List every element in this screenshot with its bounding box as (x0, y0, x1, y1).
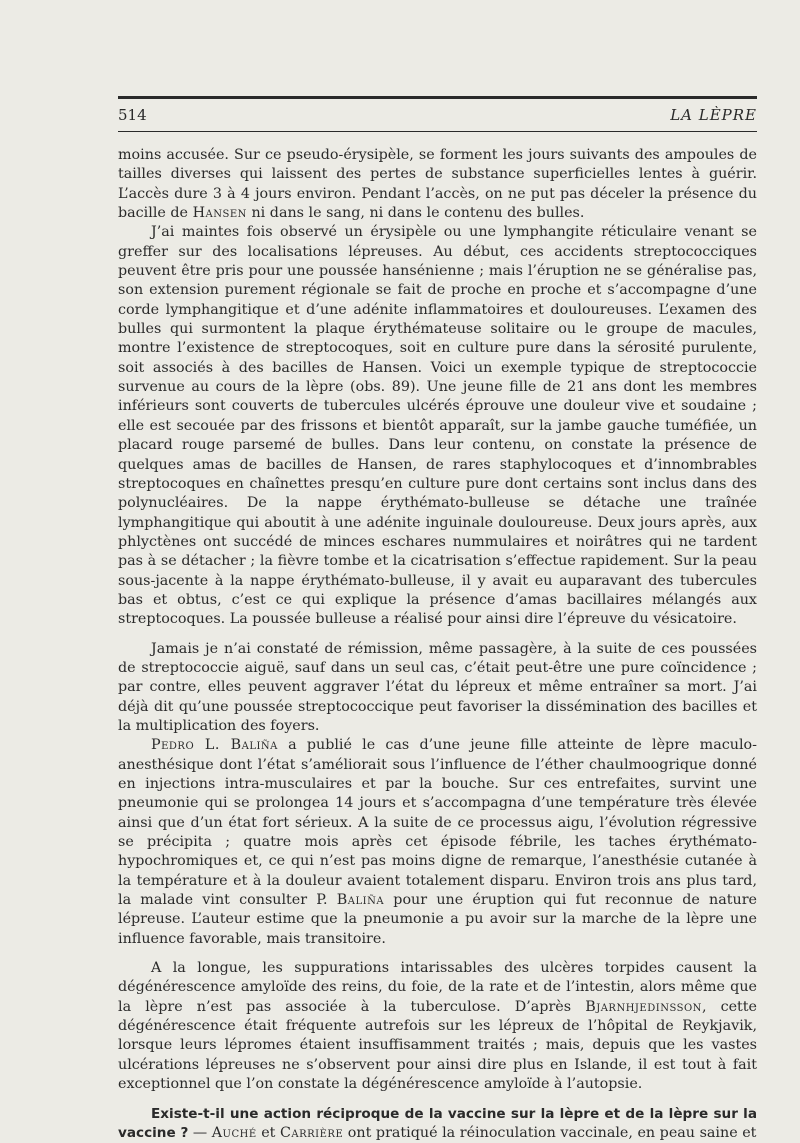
page-header (118, 106, 757, 130)
author-name: Bjarnhjedinsson (585, 999, 702, 1015)
body-text (118, 146, 757, 1143)
author-name: Carrière (280, 1125, 343, 1141)
header-rule (118, 131, 757, 132)
paragraph-4: Pedro L. Baliña a publié le cas d’une jeune fille atteinte de lèpre maculo-anesthésique dont l’état s’améliorait sous l’influence de l’éther chaulmoogrique donné en injections intra-musculaires et par la bouche. Sur ces entrefaites, survint une pneumonie qui se prolongea 14 jours et s’accompagna d’une température très élevée ainsi que d’un état fort sérieux. A la suite de ce processus aigu, l’évolution régressive se précipita ; quatre mois après cet épisode fébrile, les taches érythémato-hypochromiques et, ce qui n’est pas moins digne de remarque, l’anesthésie cutanée à la température et à la douleur avaient totalement disparu. Environ trois ans plus tard, la malade vint consulter P. Baliña pour une éruption qui fut reconnue de nature lépreuse. L’auteur estime que la pneumonie a pu avoir sur la marche de la lèpre une influence favorable, mais transitoire. (118, 736, 757, 949)
running-title: LA LÈPRE (670, 106, 757, 124)
top-rule (118, 96, 757, 99)
paragraph-1: moins accusée. Sur ce pseudo-érysipèle, se forment les jours suivants des ampoules de tailles diverses qui laissent des pertes de substance superficielles lentes à guérir. L’accès dure 3 à 4 jours environ. Pendant l’accès, on ne put pas déceler la présence du bacille de Hansen ni dans le sang, ni dans le contenu des bulles. (118, 146, 757, 223)
section-heading: Existe-t-il une action réciproque de la vaccine sur la lèpre et de la lèpre sur la vaccine ? (118, 1106, 757, 1141)
author-name: Auché (212, 1125, 257, 1141)
paragraph-3: Jamais je n’ai constaté de rémission, même passagère, à la suite de ces poussées de streptococcie aiguë, sauf dans un seul cas, c’était peut-être une pure coïncidence ; par contre, elles peuvent aggraver l’état du lépreux et même entraîner sa mort. J’ai déjà dit qu’une poussée streptococcique peut favoriser la dissémination des bacilles et la multiplication des foyers. (118, 640, 757, 737)
author-name: Pedro L. Baliña (151, 737, 278, 753)
paragraph-5: A la longue, les suppurations intarissables des ulcères torpides causent la dégénérescence amyloïde des reins, du foie, de la rate et de l’intestin, alors même que la lèpre n’est pas associée à la tuberculose. D’après Bjarnhjedinsson, cette dégénérescence était fréquente autrefois sur les lépreux de l’hôpital de Reykjavik, lorsque leurs lépromes étaient insuffisamment traités ; mais, depuis que les vastes ulcérations lépreuses ne s’observent pour ainsi dire plus en Islande, il est tout à fait exceptionnel que l’on constate la dégénérescence amyloïde à l’autopsie. (118, 959, 757, 1094)
paragraph-6: Existe-t-il une action réciproque de la vaccine sur la lèpre et de la lèpre sur la vaccine ? — Auché et Carrière ont pratiqué la réinoculation vaccinale, en peau saine et (118, 1105, 757, 1143)
author-name: Baliña (337, 892, 384, 908)
author-name: Hansen (193, 205, 247, 221)
page-number: 514 (118, 106, 147, 124)
paragraph-2: J’ai maintes fois observé un érysipèle ou une lymphangite réticulaire venant se greffer sur des localisations lépreuses. Au début, ces accidents streptococciques peuvent être pris pour une poussée hansénienne ; mais l’éruption ne se généralise pas, son extension purement régionale se fait de proche en proche et s’accompagne d’une corde lymphangitique et d’une adénite inflammatoires et douloureuses. L’examen des bulles qui surmontent la plaque érythémateuse solitaire ou le groupe de macules, montre l’existence de streptocoques, soit en culture pure dans la sérosité purulente, soit associés à des bacilles de Hansen. Voici un exemple typique de streptococcie survenue au cours de la lèpre (obs. 89). Une jeune fille de 21 ans dont les membres inférieurs sont couverts de tubercules ulcérés éprouve une douleur vive et soudaine ; elle est secouée par des frissons et bientôt apparaît, sur la jambe gauche tuméfiée, un placard rouge parsemé de bulles. Dans leur contenu, on constate la présence de quelques amas de bacilles de Hansen, de rares staphylocoques et d’innombrables streptocoques en chaînettes presqu’en culture pure dont certains sont inclus dans des polynucléaires. De la nappe érythémato-bulleuse se détache une traînée lymphangitique qui aboutit à une adénite inguinale douloureuse. Deux jours après, aux phlyctènes ont succédé de minces eschares nummulaires et noirâtres qui ne tardent pas à se détacher ; la fièvre tombe et la cicatrisation s’effectue rapidement. Sur la peau sous-jacente à la nappe érythémato-bulleuse, il y avait eu auparavant des tubercules bas et obtus, c’est ce qui explique la présence d’amas bacillaires mélangés aux streptocoques. La poussée bulleuse a réalisé pour ainsi dire l’épreuve du vésicatoire. (118, 223, 757, 629)
